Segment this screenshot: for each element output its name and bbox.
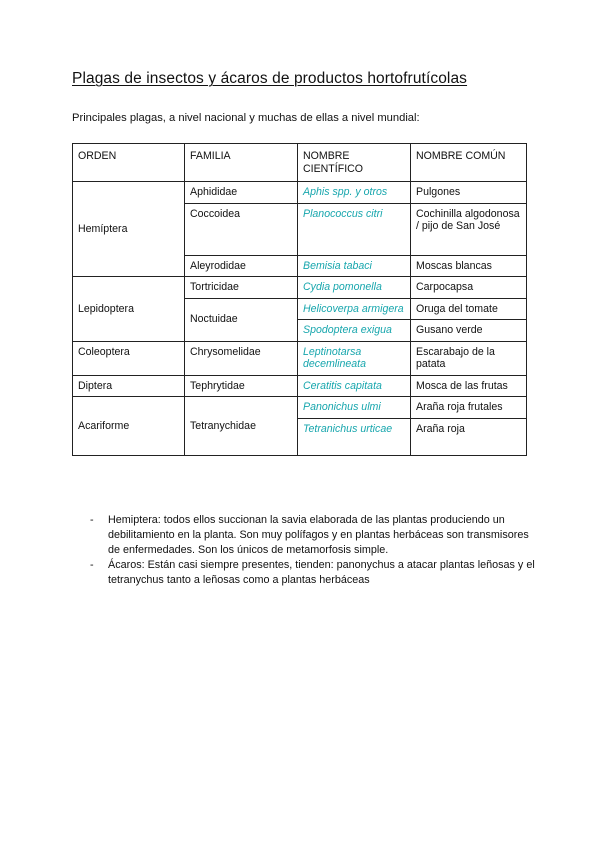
familia-cell: Tortricidae (185, 277, 298, 299)
orden-cell: Lepidoptera (73, 277, 185, 342)
familia-cell: Aphididae (185, 182, 298, 204)
common-name-cell: Oruga del tomate (411, 298, 527, 320)
scientific-name-cell: Bemisia tabaci (298, 255, 411, 277)
scientific-name-cell: Aphis spp. y otros (298, 182, 411, 204)
intro-paragraph: Principales plagas, a nivel nacional y muchas de ellas a nivel mundial: (72, 112, 420, 124)
familia-cell: Noctuidae (185, 298, 298, 341)
familia-cell: Tephrytidae (185, 375, 298, 397)
common-name-cell: Carpocapsa (411, 277, 527, 299)
header-familia: FAMILIA (185, 144, 298, 182)
header-orden: ORDEN (73, 144, 185, 182)
familia-cell: Coccoidea (185, 203, 298, 255)
common-name-cell: Araña roja (411, 418, 527, 455)
common-name-cell: Araña roja frutales (411, 397, 527, 419)
header-nombre-comun: NOMBRE COMÚN (411, 144, 527, 182)
bullet-dash: - (90, 559, 94, 571)
orden-cell: Acariforme (73, 397, 185, 456)
familia-cell: Tetranychidae (185, 397, 298, 456)
common-name-cell: Pulgones (411, 182, 527, 204)
scientific-name-cell: Panonichus ulmi (298, 397, 411, 419)
header-nombre-cientifico: NOMBRE CIENTÍFICO (298, 144, 411, 182)
scientific-name-cell: Ceratitis capitata (298, 375, 411, 397)
table-row (73, 277, 527, 299)
table-row (73, 397, 527, 419)
list-item (90, 513, 540, 558)
notes-list (90, 513, 540, 588)
familia-cell: Chrysomelidae (185, 341, 298, 375)
orden-cell: Diptera (73, 375, 185, 397)
scientific-name-cell: Leptinotarsa decemlineata (298, 341, 411, 375)
familia-cell: Aleyrodidae (185, 255, 298, 277)
common-name-cell: Gusano verde (411, 320, 527, 342)
scientific-name-cell: Tetranichus urticae (298, 418, 411, 455)
scientific-name-cell: Helicoverpa armigera (298, 298, 411, 320)
table-row (73, 182, 527, 204)
scientific-name-cell: Planococcus citri (298, 203, 411, 255)
scientific-name-cell: Spodoptera exigua (298, 320, 411, 342)
list-item (90, 558, 540, 588)
document-title: Plagas de insectos y ácaros de productos hortofrutícolas (72, 70, 468, 87)
table-header-row (73, 144, 527, 182)
table-row (73, 341, 527, 375)
table-row (73, 375, 527, 397)
bullet-dash: - (90, 514, 94, 526)
note-hemiptera: Hemiptera: todos ellos succionan la savia elaborada de las plantas produciendo un debilitamiento en la planta. Son muy polífagos y en plantas herbáceas son transmisores de enfermedades. Son los únicos de metamorfosis simple. (108, 514, 529, 556)
common-name-cell: Mosca de las frutas (411, 375, 527, 397)
common-name-cell: Escarabajo de la patata (411, 341, 527, 375)
orden-cell: Hemíptera (73, 182, 185, 277)
note-acaros: Ácaros: Están casi siempre presentes, tienden: panonychus a atacar plantas leñosas y el tetranychus tanto a leñosas como a plantas herbáceas (108, 559, 535, 586)
pests-table (72, 143, 527, 456)
common-name-cell: Cochinilla algodonosa / pijo de San José (411, 203, 527, 255)
scientific-name-cell: Cydia pomonella (298, 277, 411, 299)
orden-cell: Coleoptera (73, 341, 185, 375)
common-name-cell: Moscas blancas (411, 255, 527, 277)
